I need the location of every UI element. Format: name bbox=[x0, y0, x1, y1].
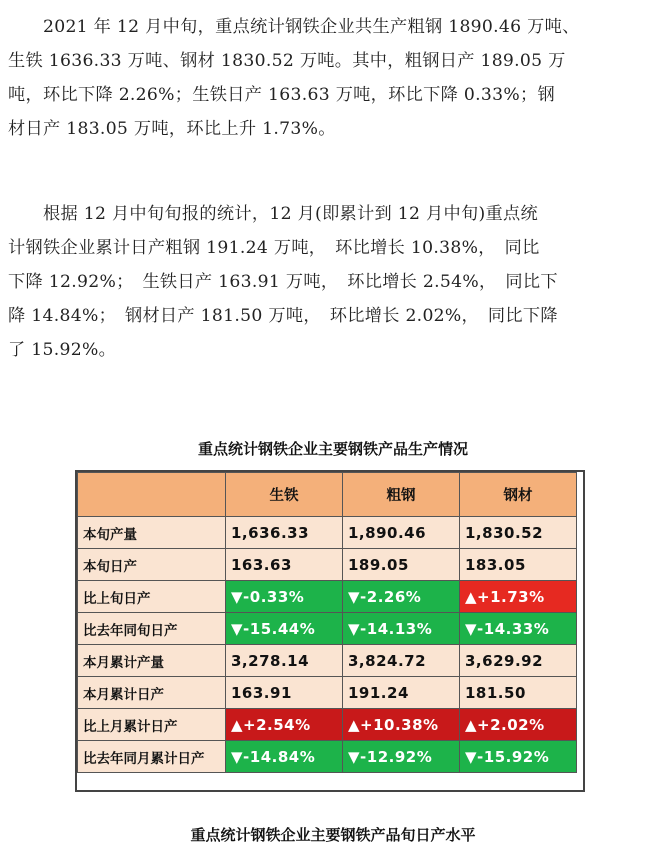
change-cell-decrease: ▼-2.26% bbox=[343, 581, 460, 613]
change-cell-decrease: ▼-15.92% bbox=[460, 741, 577, 773]
table-cell: 1,890.46 bbox=[343, 517, 460, 549]
table-cell: 1,636.33 bbox=[226, 517, 343, 549]
row-label: 本月累计产量 bbox=[78, 645, 226, 677]
table-cell: 181.50 bbox=[460, 677, 577, 709]
table-cell: 189.05 bbox=[343, 549, 460, 581]
table-header-steel-products: 钢材 bbox=[460, 473, 577, 517]
table-cell: 191.24 bbox=[343, 677, 460, 709]
paragraph-summary bbox=[8, 10, 658, 146]
paragraph-line: 计钢铁企业累计日产粗钢 191.24 万吨， 环比增长 10.38%， 同比 bbox=[8, 238, 540, 258]
paragraph-line: 2021 年 12 月中旬，重点统计钢铁企业共生产粗钢 1890.46 万吨、 bbox=[8, 17, 580, 37]
change-cell-decrease: ▼-0.33% bbox=[226, 581, 343, 613]
row-label: 本月累计日产 bbox=[78, 677, 226, 709]
change-cell-increase: ▲+10.38% bbox=[343, 709, 460, 741]
paragraph-line: 根据 12 月中旬旬报的统计，12 月(即累计到 12 月中旬)重点统 bbox=[8, 204, 538, 224]
table-cell: 163.91 bbox=[226, 677, 343, 709]
change-cell-decrease: ▼-14.33% bbox=[460, 613, 577, 645]
change-cell-increase: ▲+2.54% bbox=[226, 709, 343, 741]
change-cell-decrease: ▼-14.84% bbox=[226, 741, 343, 773]
table-header-row bbox=[78, 473, 577, 517]
table-header-pig-iron: 生铁 bbox=[226, 473, 343, 517]
paragraph-line: 降 14.84%； 钢材日产 181.50 万吨， 环比增长 2.02%， 同比下降 bbox=[8, 306, 558, 326]
paragraph-line: 材日产 183.05 万吨，环比上升 1.73%。 bbox=[8, 119, 336, 139]
paragraph-line: 吨，环比下降 2.26%；生铁日产 163.63 万吨，环比下降 0.33%；钢 bbox=[8, 85, 555, 105]
change-cell-decrease: ▼-15.44% bbox=[226, 613, 343, 645]
table-header-crude-steel: 粗钢 bbox=[343, 473, 460, 517]
table-row bbox=[78, 581, 577, 613]
row-label: 比去年同月累计日产 bbox=[78, 741, 226, 773]
table-row bbox=[78, 613, 577, 645]
change-cell-decrease: ▼-14.13% bbox=[343, 613, 460, 645]
table-row bbox=[78, 549, 577, 581]
row-label: 比去年同旬日产 bbox=[78, 613, 226, 645]
table-title: 重点统计钢铁企业主要钢铁产品生产情况 bbox=[197, 440, 468, 458]
paragraph-line: 了 15.92%。 bbox=[8, 340, 117, 360]
table-cell: 3,278.14 bbox=[226, 645, 343, 677]
table-row bbox=[78, 645, 577, 677]
change-cell-increase: ▲+1.73% bbox=[460, 581, 577, 613]
row-label: 本旬日产 bbox=[78, 549, 226, 581]
next-section-title: 重点统计钢铁企业主要钢铁产品旬日产水平 bbox=[190, 826, 476, 844]
production-table bbox=[77, 472, 577, 773]
table-cell: 183.05 bbox=[460, 549, 577, 581]
table-cell: 3,824.72 bbox=[343, 645, 460, 677]
row-label: 本旬产量 bbox=[78, 517, 226, 549]
table-row bbox=[78, 709, 577, 741]
change-cell-increase: ▲+2.02% bbox=[460, 709, 577, 741]
paragraph-monthly bbox=[8, 197, 658, 367]
row-label: 比上旬日产 bbox=[78, 581, 226, 613]
table-cell: 3,629.92 bbox=[460, 645, 577, 677]
table-row bbox=[78, 741, 577, 773]
change-cell-decrease: ▼-12.92% bbox=[343, 741, 460, 773]
row-label: 比上月累计日产 bbox=[78, 709, 226, 741]
table-row bbox=[78, 677, 577, 709]
table-cell: 1,830.52 bbox=[460, 517, 577, 549]
paragraph-line: 下降 12.92%； 生铁日产 163.91 万吨， 环比增长 2.54%， 同比下 bbox=[8, 272, 558, 292]
paragraph-line: 生铁 1636.33 万吨、钢材 1830.52 万吨。其中，粗钢日产 189.05 万 bbox=[8, 51, 566, 71]
table-header-corner bbox=[78, 473, 226, 517]
table-cell: 163.63 bbox=[226, 549, 343, 581]
table-row bbox=[78, 517, 577, 549]
